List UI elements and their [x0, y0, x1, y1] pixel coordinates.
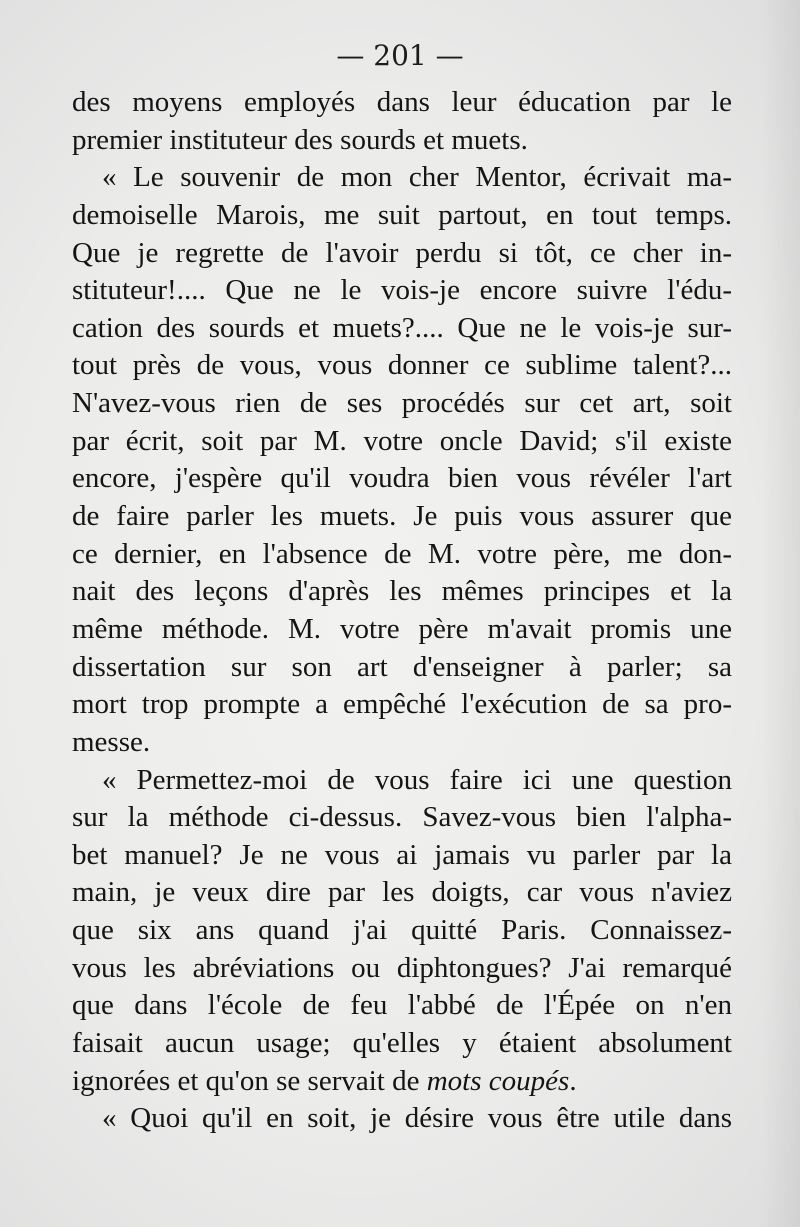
text-line: main, je veux dire par les doigts, car vous n'aviez	[72, 876, 732, 909]
text-line: bet manuel? Je ne vous ai jamais vu parler par la	[72, 838, 732, 871]
text-line: vous les abréviations ou diphtongues? J'ai remarqué	[72, 951, 732, 984]
text-line: faisait aucun usage; qu'elles y étaient absolument	[72, 1027, 732, 1060]
text-span: ignorées et qu'on se servait de	[72, 1064, 427, 1097]
text-line: des moyens employés dans leur éducation par le	[72, 86, 732, 118]
text-line: « Le souvenir de mon cher Mentor, écrivait ma-	[102, 161, 732, 194]
text-line: stituteur!.... Que ne le vois-je encore suivre l'édu-	[72, 274, 732, 307]
text-line	[72, 1063, 732, 1101]
text-line: premier instituteur des sourds et muets.	[72, 123, 528, 156]
text-span: .	[569, 1064, 577, 1097]
text-line: demoiselle Marois, me suit partout, en tout temps.	[72, 198, 732, 231]
body-text	[72, 84, 732, 1138]
text-line: « Quoi qu'il en soit, je désire vous être utile dans	[102, 1102, 732, 1135]
paragraph	[72, 159, 732, 761]
text-line: nait des leçons d'après les mêmes principes et la	[72, 575, 732, 608]
text-line: mort trop prompte a empêché l'exécution de sa pro-	[72, 688, 732, 721]
text-line: N'avez-vous rien de ses procédés sur cet art, soit	[72, 387, 732, 420]
text-line: « Permettez-moi de vous faire ici une question	[102, 763, 732, 796]
text-line: sur la méthode ci-dessus. Savez-vous bien l'alpha-	[72, 801, 732, 834]
text-line: cation des sourds et muets?.... Que ne le vois-je sur-	[72, 311, 732, 344]
page-number: — 201 —	[336, 39, 464, 72]
paragraph	[72, 762, 732, 1101]
text-line: Que je regrette de l'avoir perdu si tôt, ce cher in-	[72, 236, 732, 269]
paragraph	[72, 1100, 732, 1138]
emphasis-text: mots coupés	[426, 1064, 570, 1097]
text-line: que six ans quand j'ai quitté Paris. Connaissez-	[72, 914, 732, 947]
text-line: de faire parler les muets. Je puis vous assurer que	[72, 500, 732, 533]
text-line: messe.	[72, 725, 151, 758]
text-line: ce dernier, en l'absence de M. votre père, me don-	[72, 537, 732, 570]
text-line: que dans l'école de feu l'abbé de l'Épée on n'en	[72, 989, 732, 1022]
page-edge-shadow	[760, 0, 800, 1227]
text-line: par écrit, soit par M. votre oncle David; s'il existe	[72, 424, 732, 457]
text-line: tout près de vous, vous donner ce sublime talent?...	[72, 349, 732, 382]
text-line: encore, j'espère qu'il voudra bien vous révéler l'art	[72, 462, 732, 495]
paragraph	[72, 84, 732, 159]
text-line: même méthode. M. votre père m'avait promis une	[72, 612, 732, 645]
text-line: dissertation sur son art d'enseigner à parler; sa	[72, 650, 732, 683]
